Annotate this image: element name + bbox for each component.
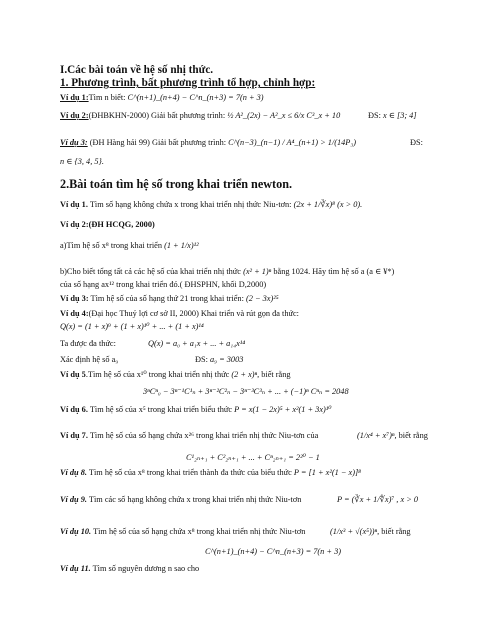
example-row	[60, 293, 279, 304]
answer-value: x ∈ [3; 4]	[383, 111, 417, 120]
answer-value: n ∈ {3, 4, 5}.	[60, 157, 104, 166]
example-text: , biết rằng	[394, 431, 428, 440]
example-label: Ví dụ 10.	[60, 527, 92, 536]
formula: (1/x³ + √(x⁵))ⁿ	[330, 527, 378, 536]
example-label: Ví dụ 3:	[60, 138, 88, 147]
formula: (x² + 1)ⁿ	[243, 267, 272, 276]
example-text: Tìm hệ số của số hạng chứa x⁸ trong khai triển nhị thức Niu-tơn	[93, 527, 306, 536]
example-row	[60, 369, 291, 380]
formula: Q(x) = a₀ + a₁x + ... + a₁₄x¹⁴	[148, 339, 246, 348]
example-text: a)Tìm hệ số x⁸ trong khai triển	[60, 241, 162, 250]
example-text: Tìm số hạng không chứa x trong khai triển nhị thức Niu-tơn:	[89, 200, 292, 209]
example-row	[60, 137, 356, 148]
example-text: (ĐHBKHN-2000) Giải bất phương trình:	[88, 111, 226, 120]
formula: C¹₂ₙ₊₁ + C²₂ₙ₊₁ + ... + Cⁿ₂ₙ₊₁ = 2²⁰ − 1	[186, 453, 320, 462]
example-row	[60, 219, 155, 230]
example-text: (ĐH Hàng hải 99) Giải bất phương trình:	[89, 138, 227, 147]
heading-section-1: I.Các bài toán về hệ số nhị thức.	[60, 64, 214, 76]
example-row	[60, 92, 264, 103]
formula: (2 − 3x)²⁵	[245, 294, 279, 303]
example-text: Tìm n biết:	[88, 93, 126, 102]
example-label: Ví dụ 3:	[60, 294, 89, 303]
answer	[195, 354, 243, 365]
example-text: (ĐH HCQG, 2000)	[88, 220, 155, 229]
example-row	[357, 430, 428, 441]
example-row	[60, 266, 394, 277]
example-text: Tìm số nguyên dương n sao cho	[92, 564, 200, 573]
example-row: của số hạng ax¹² trong khai triển đó.( ĐHSPHN, khối D,2000)	[60, 280, 267, 289]
formula: Q(x) = (1 + x)⁹ + (1 + x)¹⁰ + ... + (1 + x)¹⁴	[60, 322, 204, 331]
example-text: .Tìm hệ số của x¹⁰ trong khai triển nhị thức	[85, 370, 230, 379]
answer-label: ĐS:	[368, 111, 381, 120]
example-label: Ví dụ 1:	[60, 93, 89, 102]
example-text: , biết rằng	[257, 370, 291, 379]
example-row	[60, 430, 318, 441]
example-label: Ví dụ 7.	[60, 431, 88, 440]
answer-label: ĐS:	[410, 138, 423, 147]
formula: 3ⁿCⁿ₀ − 3ⁿ⁻¹C¹ₙ + 3ⁿ⁻²C²ₙ − 3ⁿ⁻³C³ₙ + ... + (−1)ⁿ Cⁿₙ = 2048	[143, 387, 349, 396]
formula: P = x(1 − 2x)⁵ + x²(1 + 3x)¹⁰	[234, 405, 332, 414]
example-label: Ví dụ 5	[60, 370, 86, 379]
heading-section-2: 2.Bài toán tìm hệ số trong khai triển newton.	[60, 177, 293, 191]
example-row	[60, 494, 301, 505]
example-row	[60, 308, 299, 319]
example-text: b)Cho biết tổng tất cả các hệ số của khai triển nhị thức	[60, 267, 241, 276]
formula: (1/x⁴ + x⁷)ⁿ	[357, 431, 395, 440]
formula: ½ A²_(2x) − A²_x ≤ 6/x C³_x + 10	[227, 111, 341, 120]
formula: (1 + 1/x)¹²	[164, 241, 199, 250]
example-text: Ta được đa thức:	[60, 339, 116, 348]
answer-label: ĐS:	[195, 355, 208, 364]
example-text: , biết rằng	[377, 527, 411, 536]
example-label: Ví dụ 8.	[60, 468, 87, 477]
example-row	[60, 110, 340, 121]
example-text: Tìm các số hạng không chứa x trong khai triển nhị thức Niu-tơn	[88, 495, 302, 504]
heading-subsection-1: 1. Phương trình, bất phương trình tổ hợp, chỉnh hợp:	[60, 77, 316, 89]
example-text: Tìm hệ số của x⁵ trong khai triển biểu thức	[89, 405, 233, 414]
example-text: (Đại học Thuỷ lợi cơ sở II, 2000) Khai triển và rút gọn đa thức:	[88, 309, 299, 318]
example-label: Ví dụ 9.	[60, 495, 87, 504]
formula: (2x + 1/∛x)⁸ (x > 0).	[293, 200, 363, 209]
example-label: Ví dụ 2:	[60, 220, 89, 229]
example-row	[60, 354, 118, 365]
example-row	[60, 526, 305, 537]
example-row	[60, 467, 361, 478]
example-text: Tìm hệ số của x⁸ trong khai triển thành đa thức của biểu thức	[88, 468, 292, 477]
formula: C^(n−3)_(n−1) / A⁴_(n+1) > 1/(14P₃)	[228, 138, 356, 147]
example-row	[60, 404, 332, 415]
formula: C^(n+1)_(n+4) − C^n_(n+3) = 7(n + 3)	[205, 547, 341, 556]
example-row	[60, 563, 199, 574]
example-label: Ví dụ 2:	[60, 111, 89, 120]
example-label: Ví dụ 11.	[60, 564, 91, 573]
example-row	[60, 240, 199, 251]
answer-value: a₉ = 3003	[210, 355, 244, 364]
answer	[368, 110, 417, 121]
example-text: Tìm hệ số của số hạng thứ 21 trong khai triển:	[90, 294, 244, 303]
example-row	[60, 338, 116, 349]
formula: (2 + x)ⁿ	[231, 370, 258, 379]
example-label: Ví dụ 6.	[60, 405, 88, 414]
example-label: Ví dụ 1.	[60, 200, 88, 209]
formula: P = (∛x + 1/∜x)⁷ , x > 0	[337, 495, 419, 504]
example-row	[60, 199, 362, 210]
example-label: Ví dụ 4:	[60, 309, 89, 318]
formula: P = [1 + x²(1 − x)]⁸	[293, 468, 362, 477]
example-text: bằng 1024. Hãy tìm hệ số a (a ∈ ¥*)	[273, 267, 395, 276]
example-text: Tìm hệ số của số hạng chứa x²⁶ trong khai triển nhị thức Niu-tơn của	[89, 431, 319, 440]
formula: C^(n+1)_(n+4) − C^n_(n+3) = 7(n + 3)	[127, 93, 264, 102]
example-text: Xác định hệ số a₉	[60, 355, 119, 364]
example-row	[330, 526, 411, 537]
